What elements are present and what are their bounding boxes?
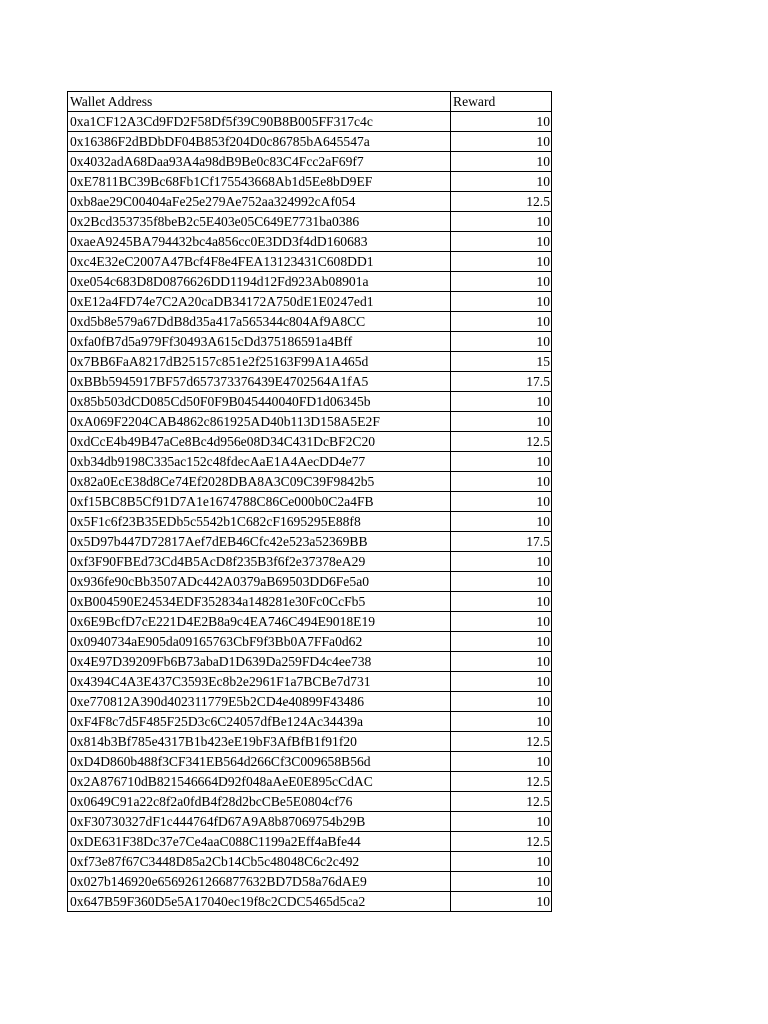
table-row [68,772,552,792]
table-row [68,352,552,372]
wallet-address-cell: 0xb8ae29C00404aFe25e279Ae752aa324992cAf054 [68,192,451,212]
reward-cell: 10 [451,652,552,672]
table-row [68,252,552,272]
reward-cell: 12.5 [451,772,552,792]
wallet-address-cell: 0x2Bcd353735f8beB2c5E403e05C649E7731ba0386 [68,212,451,232]
reward-cell: 10 [451,672,552,692]
wallet-address-cell: 0xDE631F38Dc37e7Ce4aaC088C1199a2Eff4aBfe44 [68,832,451,852]
reward-cell: 10 [451,552,552,572]
table-row [68,892,552,912]
table-row [68,552,552,572]
wallet-address-cell: 0x7BB6FaA8217dB25157c851e2f25163F99A1A465d [68,352,451,372]
reward-cell: 12.5 [451,432,552,452]
reward-cell: 17.5 [451,532,552,552]
wallet-address-cell: 0x5F1c6f23B35EDb5c5542b1C682cF1695295E88f8 [68,512,451,532]
table-row [68,752,552,772]
rewards-sheet [67,91,552,912]
wallet-address-cell: 0x4394C4A3E437C3593Ec8b2e2961F1a7BCBe7d731 [68,672,451,692]
reward-header: Reward [451,92,552,112]
table-row [68,692,552,712]
wallet-address-cell: 0xB004590E24534EDF352834a148281e30Fc0CcFb5 [68,592,451,612]
reward-cell: 10 [451,252,552,272]
table-row [68,452,552,472]
reward-cell: 15 [451,352,552,372]
table-row [68,332,552,352]
reward-cell: 10 [451,492,552,512]
reward-cell: 10 [451,212,552,232]
wallet-address-cell: 0xe770812A390d402311779E5b2CD4e40899F43486 [68,692,451,712]
wallet-address-cell: 0x16386F2dBDbDF04B853f204D0c86785bA645547a [68,132,451,152]
reward-cell: 10 [451,472,552,492]
reward-cell: 10 [451,172,552,192]
table-row [68,392,552,412]
reward-cell: 10 [451,892,552,912]
wallet-address-cell: 0xc4E32eC2007A47Bcf4F8e4FEA13123431C608DD1 [68,252,451,272]
table-row [68,272,552,292]
table-row [68,172,552,192]
reward-cell: 17.5 [451,372,552,392]
table-row [68,152,552,172]
wallet-address-cell: 0x814b3Bf785e4317B1b423eE19bF3AfBfB1f91f20 [68,732,451,752]
table-row [68,572,552,592]
reward-cell: 10 [451,132,552,152]
reward-cell: 10 [451,812,552,832]
reward-cell: 10 [451,312,552,332]
wallet-address-cell: 0xdCcE4b49B47aCe8Bc4d956e08D34C431DcBF2C20 [68,432,451,452]
wallet-address-cell: 0xf3F90FBEd73Cd4B5AcD8f235B3f6f2e37378eA29 [68,552,451,572]
header-row [68,92,552,112]
reward-cell: 10 [451,232,552,252]
wallet-address-cell: 0xd5b8e579a67DdB8d35a417a565344c804Af9A8CC [68,312,451,332]
table-row [68,112,552,132]
wallet-address-cell: 0x2A876710dB821546664D92f048aAeE0E895cCdAC [68,772,451,792]
table-row [68,412,552,432]
wallet-address-cell: 0x647B59F360D5e5A17040ec19f8c2CDC5465d5ca2 [68,892,451,912]
table-row [68,372,552,392]
reward-cell: 10 [451,412,552,432]
wallet-address-cell: 0x4032adA68Daa93A4a98dB9Be0c83C4Fcc2aF69f7 [68,152,451,172]
wallet-address-cell: 0x4E97D39209Fb6B73abaD1D639Da259FD4c4ee738 [68,652,451,672]
wallet-address-cell: 0xD4D860b488f3CF341EB564d266Cf3C009658B56d [68,752,451,772]
reward-cell: 12.5 [451,832,552,852]
reward-cell: 10 [451,512,552,532]
reward-cell: 10 [451,292,552,312]
reward-cell: 10 [451,872,552,892]
wallet-address-cell: 0xaeA9245BA794432bc4a856cc0E3DD3f4dD160683 [68,232,451,252]
table-row [68,792,552,812]
reward-cell: 10 [451,112,552,132]
wallet-address-cell: 0xb34db9198C335ac152c48fdecAaE1A4AecDD4e77 [68,452,451,472]
table-row [68,472,552,492]
wallet-address-cell: 0xa1CF12A3Cd9FD2F58Df5f39C90B8B005FF317c4c [68,112,451,132]
reward-cell: 12.5 [451,732,552,752]
table-row [68,312,552,332]
reward-cell: 10 [451,592,552,612]
wallet-address-cell: 0x85b503dCD085Cd50F0F9B045440040FD1d06345b [68,392,451,412]
table-row [68,852,552,872]
table-row [68,212,552,232]
table-row [68,732,552,752]
table-row [68,812,552,832]
table-row [68,292,552,312]
table-row [68,512,552,532]
table-row [68,672,552,692]
wallet-address-cell: 0x0649C91a22c8f2a0fdB4f28d2bcCBe5E0804cf76 [68,792,451,812]
table-row [68,432,552,452]
wallet-address-cell: 0xBBb5945917BF57d657373376439E4702564A1fA5 [68,372,451,392]
table-row [68,872,552,892]
rewards-table [67,91,552,912]
reward-cell: 10 [451,272,552,292]
table-row [68,532,552,552]
table-row [68,832,552,852]
reward-cell: 12.5 [451,792,552,812]
reward-cell: 10 [451,392,552,412]
wallet-address-cell: 0xE12a4FD74e7C2A20caDB34172A750dE1E0247ed1 [68,292,451,312]
table-row [68,132,552,152]
wallet-address-cell: 0x6E9BcfD7cE221D4E2B8a9c4EA746C494E9018E19 [68,612,451,632]
wallet-address-header: Wallet Address [68,92,451,112]
wallet-address-cell: 0x5D97b447D72817Aef7dEB46Cfc42e523a52369BB [68,532,451,552]
reward-cell: 10 [451,712,552,732]
wallet-address-cell: 0xF4F8c7d5F485F25D3c6C24057dfBe124Ac34439a [68,712,451,732]
table-row [68,652,552,672]
wallet-address-cell: 0xE7811BC39Bc68Fb1Cf175543668Ab1d5Ee8bD9EF [68,172,451,192]
wallet-address-cell: 0x82a0EcE38d8Ce74Ef2028DBA8A3C09C39F9842b5 [68,472,451,492]
table-row [68,232,552,252]
reward-cell: 10 [451,152,552,172]
table-row [68,712,552,732]
wallet-address-cell: 0xe054c683D8D0876626DD1194d12Fd923Ab08901a [68,272,451,292]
reward-cell: 10 [451,852,552,872]
reward-cell: 10 [451,572,552,592]
reward-cell: 10 [451,692,552,712]
reward-cell: 10 [451,452,552,472]
reward-cell: 10 [451,632,552,652]
rewards-table-body [68,112,552,912]
reward-cell: 10 [451,332,552,352]
table-row [68,632,552,652]
table-row [68,492,552,512]
wallet-address-cell: 0xA069F2204CAB4862c861925AD40b113D158A5E2F [68,412,451,432]
wallet-address-cell: 0xfa0fB7d5a979Ff30493A615cDd375186591a4Bff [68,332,451,352]
reward-cell: 10 [451,612,552,632]
wallet-address-cell: 0xf15BC8B5Cf91D7A1e1674788C86Ce000b0C2a4FB [68,492,451,512]
wallet-address-cell: 0xf73e87f67C3448D85a2Cb14Cb5c48048C6c2c492 [68,852,451,872]
table-row [68,192,552,212]
wallet-address-cell: 0x027b146920e6569261266877632BD7D58a76dAE9 [68,872,451,892]
table-row [68,612,552,632]
reward-cell: 10 [451,752,552,772]
table-row [68,592,552,612]
wallet-address-cell: 0xF30730327dF1c444764fD67A9A8b87069754b29B [68,812,451,832]
wallet-address-cell: 0x0940734aE905da09165763CbF9f3Bb0A7FFa0d62 [68,632,451,652]
wallet-address-cell: 0x936fe90cBb3507ADc442A0379aB69503DD6Fe5a0 [68,572,451,592]
reward-cell: 12.5 [451,192,552,212]
